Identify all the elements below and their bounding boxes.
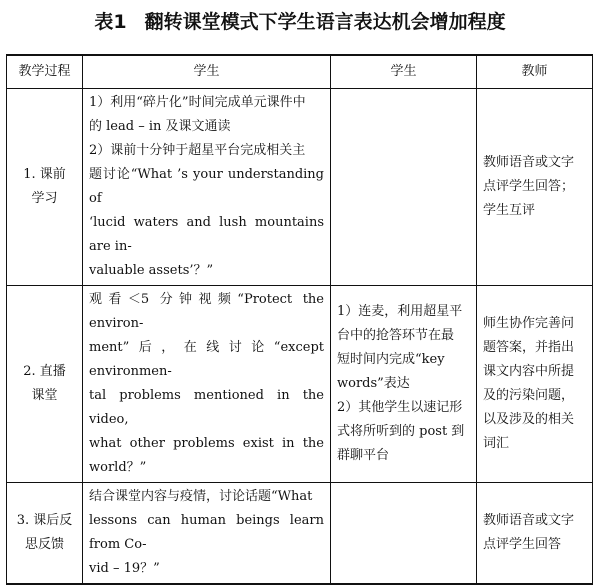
table-container bbox=[6, 54, 592, 585]
header-row bbox=[7, 55, 593, 89]
cell-line: 结合课堂内容与疫情，讨论话题“What bbox=[89, 489, 313, 504]
cell-line: 及的污染问题， bbox=[483, 388, 575, 403]
cell-line: words”表达 bbox=[337, 376, 410, 391]
cell-line: 词汇 bbox=[483, 436, 510, 451]
cell-line: 2）课前十分钟于超星平台完成相关主 bbox=[89, 143, 306, 158]
header-phase: 教学过程 bbox=[7, 55, 83, 89]
cell-line: tal problems mentioned in the video, bbox=[89, 388, 324, 427]
table-row bbox=[7, 286, 593, 483]
cell-line: valuable assets’？” bbox=[89, 263, 214, 278]
cell-line: 题讨论“What ’s your understanding of bbox=[89, 167, 324, 206]
teacher-cell bbox=[477, 483, 593, 585]
table-row bbox=[7, 89, 593, 286]
phase-line: 2. 直播 bbox=[23, 364, 66, 379]
student-b-cell bbox=[331, 483, 477, 585]
cell-line: 题答案，并指出 bbox=[483, 340, 575, 355]
student-a-cell bbox=[83, 286, 331, 483]
cell-line: 式将所听到的 post 到 bbox=[337, 424, 465, 439]
cell-line: 教师语音或文字 bbox=[483, 513, 575, 528]
phase-line: 思反馈 bbox=[24, 537, 64, 552]
cell-line: ment”后，在线讨论“except environmen- bbox=[89, 340, 324, 379]
teacher-cell bbox=[477, 286, 593, 483]
cell-line: 1）连麦，利用超星平 bbox=[337, 304, 463, 319]
cell-line: 学生互评 bbox=[483, 203, 536, 218]
cell-line: 以及涉及的相关 bbox=[483, 412, 575, 427]
cell-line: 短时间内完成“key bbox=[337, 352, 445, 367]
header-student-a: 学生 bbox=[83, 55, 331, 89]
cell-line: 2）其他学生以速记形 bbox=[337, 400, 463, 415]
cell-line: 点评学生回答 bbox=[483, 537, 562, 552]
phase-line: 1. 课前 bbox=[23, 167, 66, 182]
student-b-cell bbox=[331, 89, 477, 286]
cell-line: 师生协作完善问 bbox=[483, 316, 575, 331]
cell-line: 台中的抢答环节在最 bbox=[337, 328, 455, 343]
phase-cell bbox=[7, 89, 83, 286]
header-teacher: 教师 bbox=[477, 55, 593, 89]
cell-line: 的 lead – in 及课文通读 bbox=[89, 119, 231, 134]
cell-line: 群聊平台 bbox=[337, 448, 390, 463]
cell-line: vid – 19？” bbox=[89, 561, 160, 576]
phase-line: 课堂 bbox=[31, 388, 58, 403]
table-number: 表1 bbox=[94, 11, 127, 33]
cell-line: 观看＜5 分钟视频“Protect the environ- bbox=[89, 292, 324, 331]
table-title bbox=[0, 2, 600, 42]
table-row bbox=[7, 483, 593, 585]
cell-line: ‘lucid waters and lush mountains are in- bbox=[89, 215, 324, 254]
teacher-cell bbox=[477, 89, 593, 286]
cell-line: 课文内容中所提 bbox=[483, 364, 575, 379]
cell-line: 1）利用“碎片化”时间完成单元课件中 bbox=[89, 95, 306, 110]
cell-line: lessons can human beings learn from Co- bbox=[89, 513, 324, 552]
data-table bbox=[6, 54, 593, 585]
phase-cell bbox=[7, 483, 83, 585]
cell-line: 教师语音或文字 bbox=[483, 155, 575, 170]
student-b-cell bbox=[331, 286, 477, 483]
cell-line: 点评学生回答； bbox=[483, 179, 575, 194]
table-caption: 翻转课堂模式下学生语言表达机会增加程度 bbox=[144, 11, 506, 33]
phase-cell bbox=[7, 286, 83, 483]
phase-line: 学习 bbox=[31, 191, 58, 206]
phase-line: 3. 课后反 bbox=[16, 513, 73, 528]
cell-line: what other problems exist in the world？” bbox=[89, 436, 324, 475]
student-a-cell bbox=[83, 89, 331, 286]
header-student-b: 学生 bbox=[331, 55, 477, 89]
student-a-cell bbox=[83, 483, 331, 585]
